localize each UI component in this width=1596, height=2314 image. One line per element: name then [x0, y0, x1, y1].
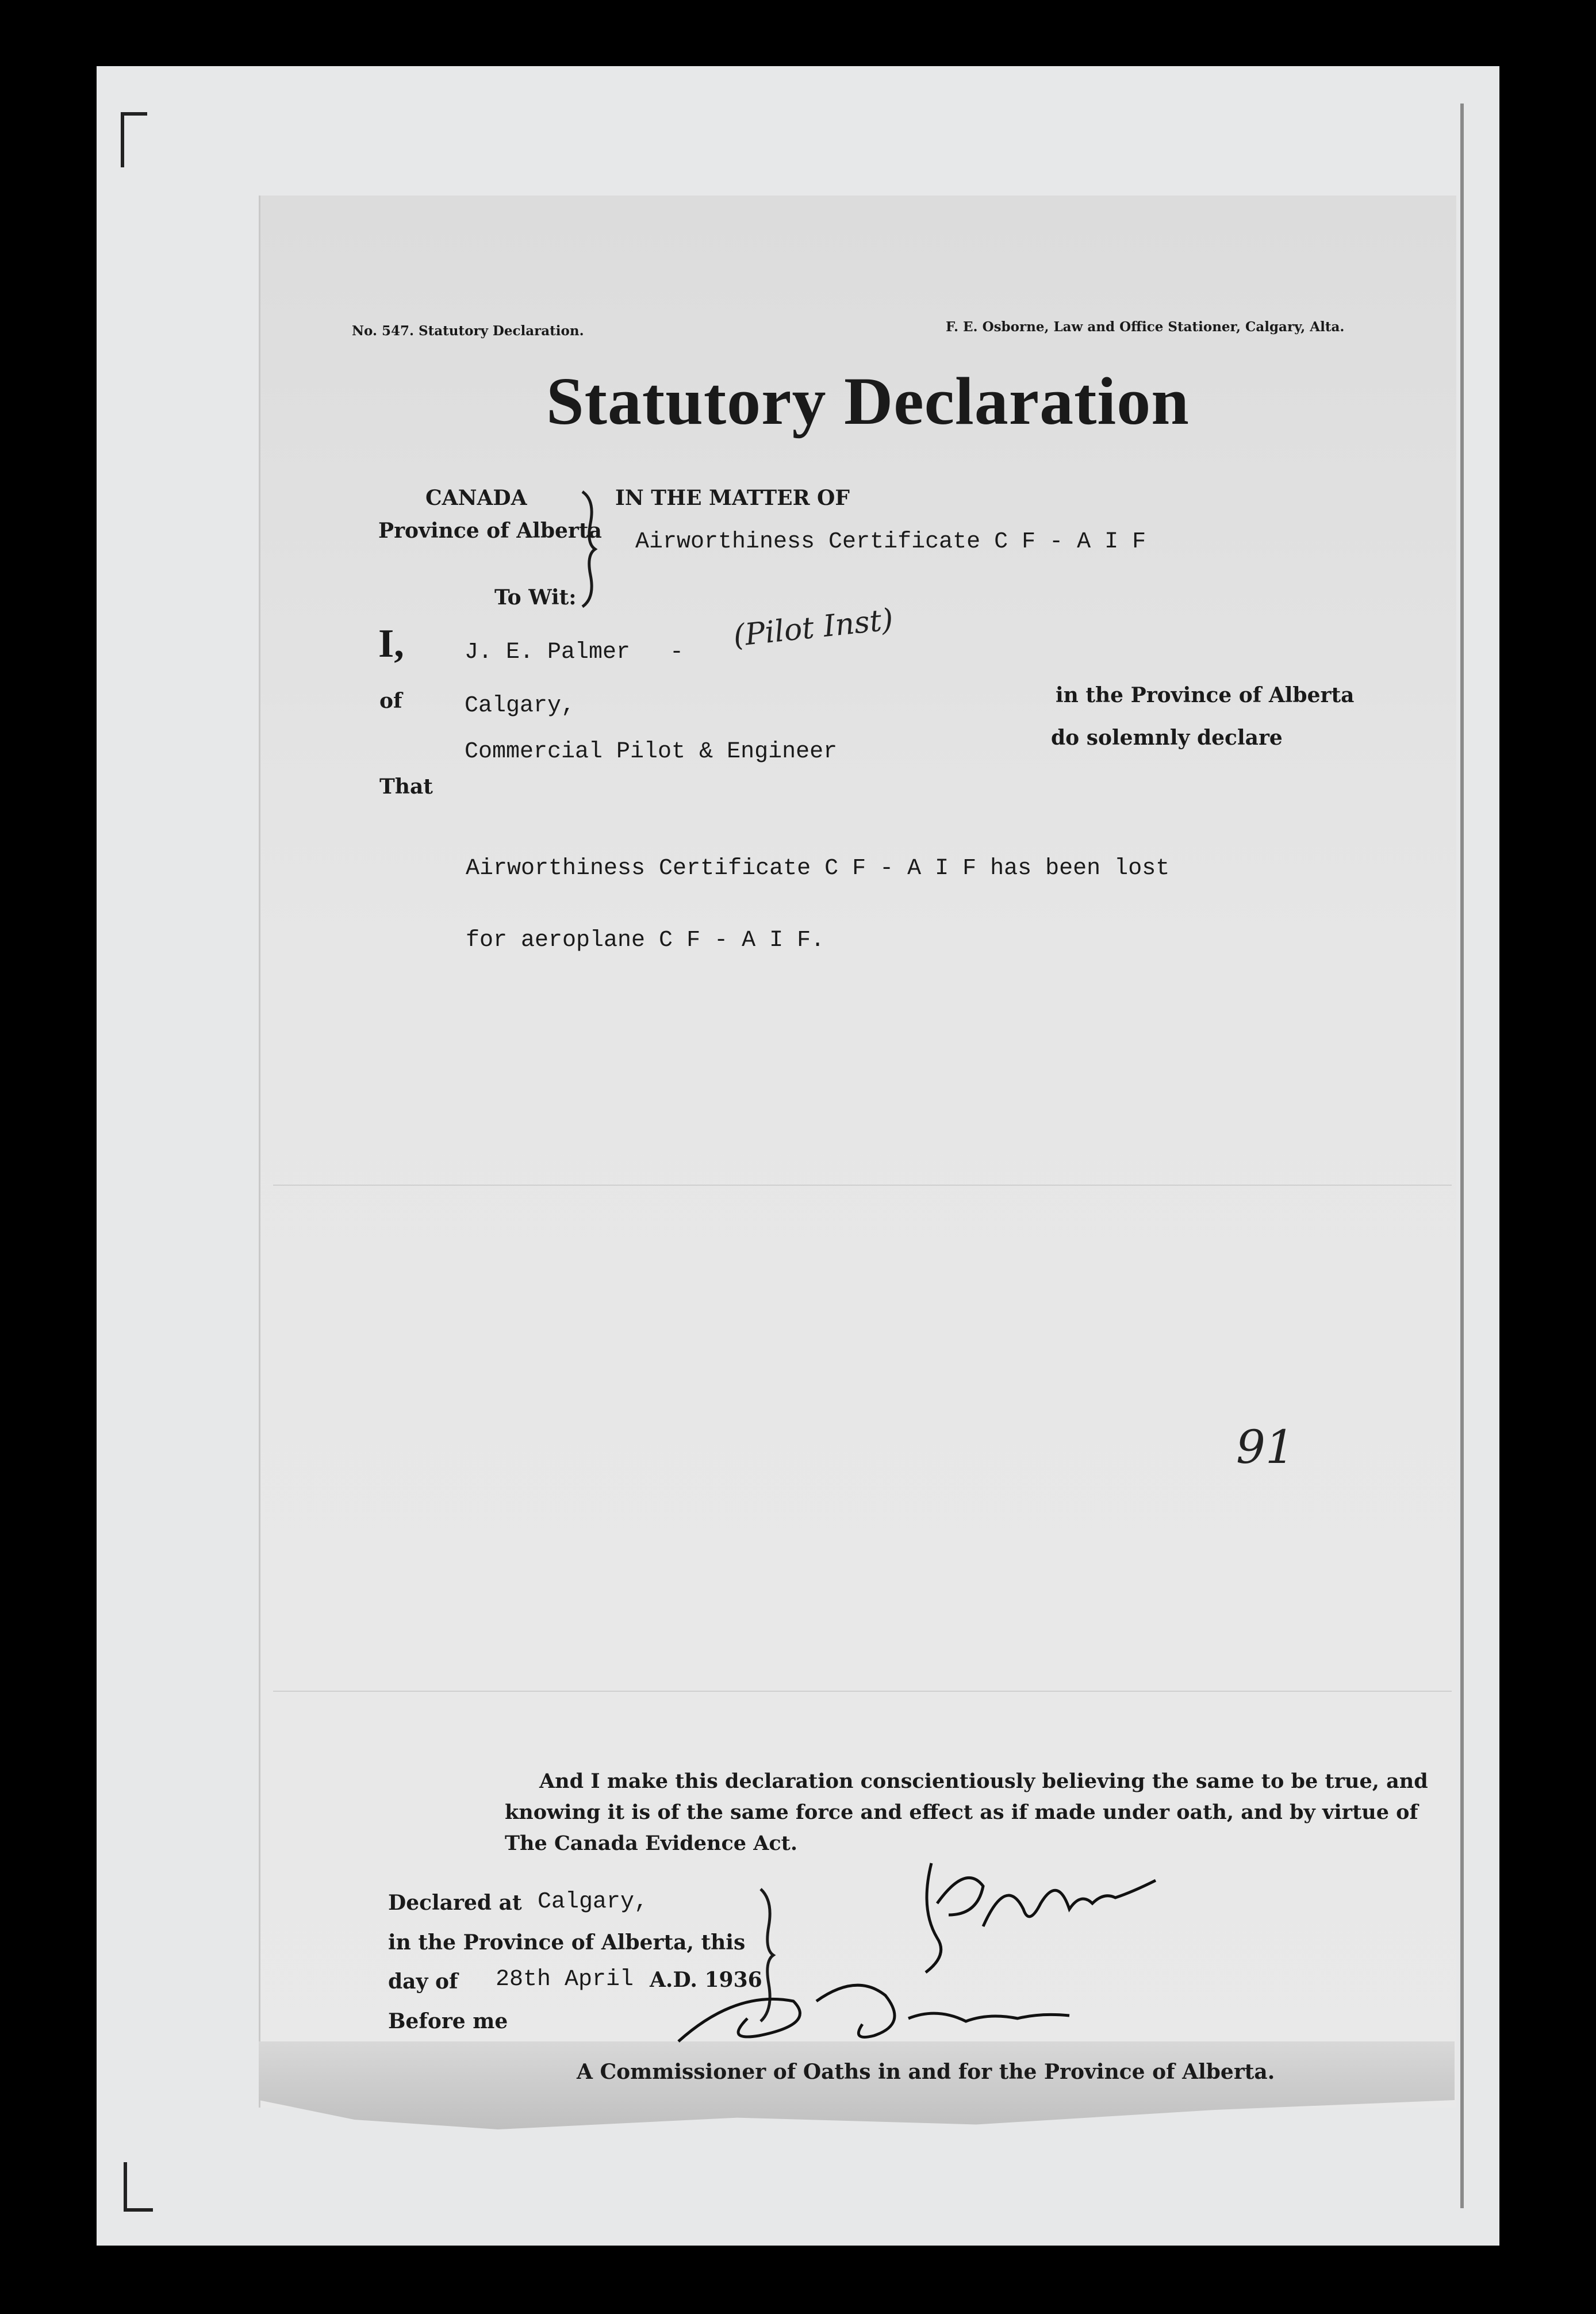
day-of-label: day of [388, 1970, 458, 1994]
declare-text: do solemnly declare [1051, 726, 1283, 750]
that-label: That [379, 775, 433, 799]
of-label: of [379, 689, 402, 713]
page-number: 91 [1236, 1420, 1295, 1474]
crop-mark-bottom-left [124, 2162, 153, 2212]
declarant-name: J. E. Palmer [465, 639, 631, 665]
document-title: Statutory Declaration [546, 363, 1190, 439]
province-label: Province of Alberta [378, 519, 602, 543]
before-me-label: Before me [388, 2009, 508, 2033]
fold-line [273, 1185, 1452, 1186]
statement-line-2: for aeroplane C F - A I F. [466, 928, 825, 953]
form-number: No. 547. Statutory Declaration. [352, 323, 584, 339]
closing-line-1: And I make this declaration conscientiously believing the same to be true, and [539, 1769, 1428, 1793]
declared-year: A.D. 1936 [650, 1968, 762, 1992]
country-label: CANADA [425, 486, 527, 510]
commissioner-signature [667, 1967, 1104, 2059]
paper-edge-line [1460, 104, 1464, 2208]
declared-at-label: Declared at [388, 1891, 522, 1915]
declarant-occupation: Commercial Pilot & Engineer [465, 739, 838, 765]
province-text: in the Province of Alberta [1056, 683, 1355, 707]
name-dash: - [670, 639, 684, 665]
matter-label: IN THE MATTER OF [615, 486, 850, 510]
declared-place: Calgary, [538, 1889, 649, 1915]
commissioner-caption: A Commissioner of Oaths in and for the Province of Alberta. [577, 2060, 1275, 2084]
declared-date: 28th April [496, 1967, 634, 1993]
stationer-imprint: F. E. Osborne, Law and Office Stationer, Calgary, Alta. [946, 319, 1345, 335]
declared-province-line: in the Province of Alberta, this [388, 1930, 746, 1955]
fold-line [273, 1691, 1452, 1692]
brace-icon [578, 489, 601, 610]
matter-value: Airworthiness Certificate C F - A I F [635, 529, 1146, 555]
to-wit-label: To Wit: [494, 585, 577, 610]
statement-line-1: Airworthiness Certificate C F - A I F has been lost [466, 856, 1170, 882]
handwritten-note: (Pilot Inst) [731, 602, 895, 654]
declarant-city: Calgary, [465, 693, 576, 719]
i-label: I, [378, 622, 404, 666]
closing-line-3: The Canada Evidence Act. [505, 1832, 798, 1855]
crop-mark-top-left [121, 112, 147, 167]
closing-line-2: knowing it is of the same force and effect as if made under oath, and by virtue of [505, 1800, 1418, 1824]
